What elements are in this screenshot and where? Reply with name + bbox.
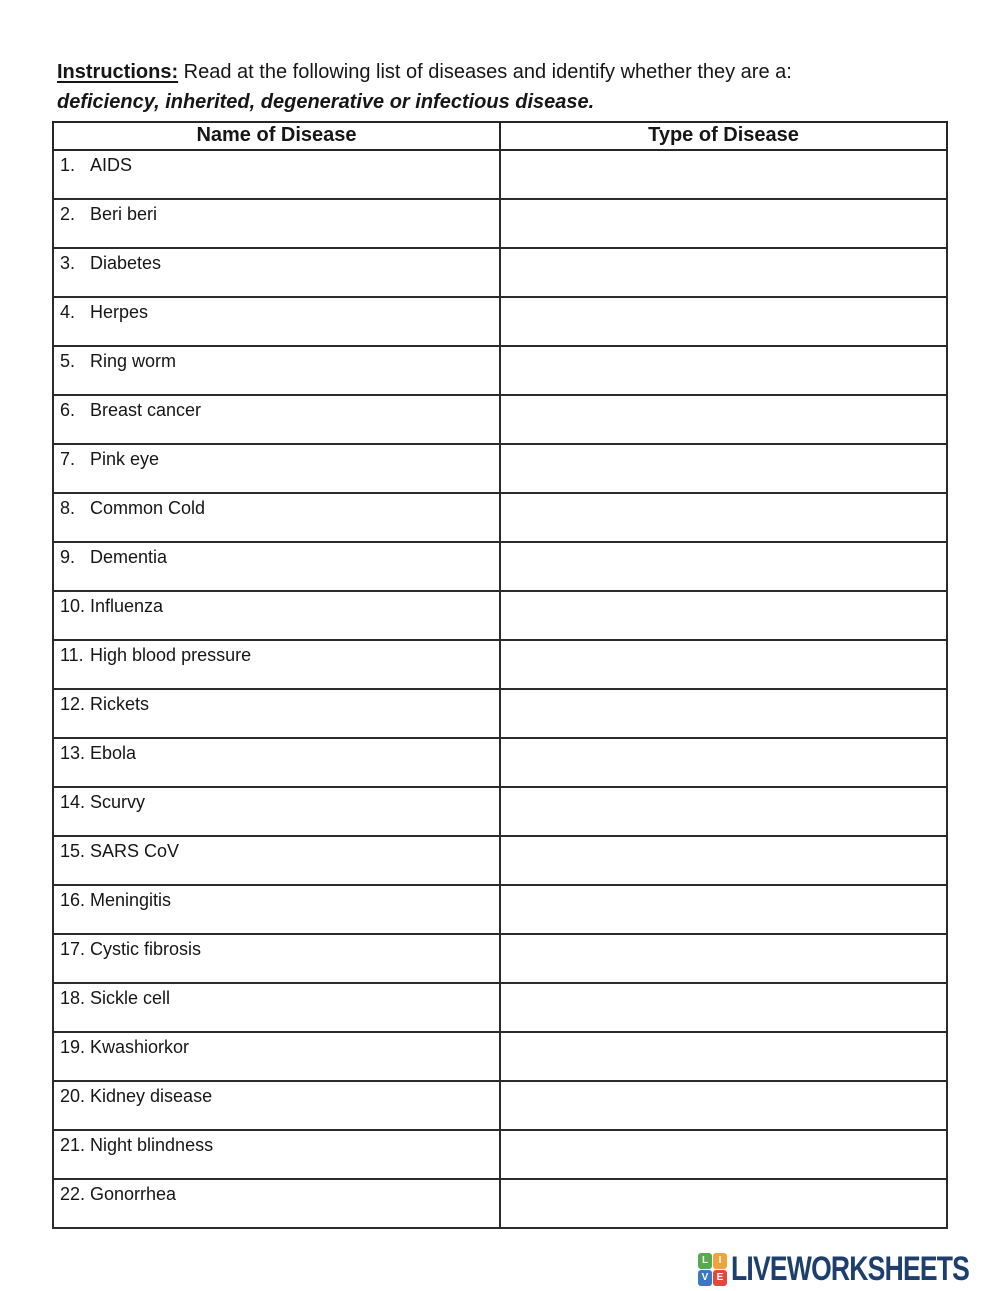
disease-name-cell [53,395,500,444]
disease-name-cell [53,689,500,738]
disease-table-header [53,122,947,150]
table-row [53,493,947,542]
disease-type-answer-cell[interactable] [500,395,947,444]
disease-name-cell [53,199,500,248]
disease-name: Cystic fibrosis [90,939,202,959]
logo-tile-letter: I [713,1253,727,1269]
disease-name: Beri beri [90,204,158,224]
row-number: 2. [60,204,76,224]
disease-name: Ebola [90,743,137,763]
disease-name: Gonorrhea [90,1184,177,1204]
row-number: 11. [60,645,84,665]
disease-name-cell [53,787,500,836]
disease-name-cell [53,1081,500,1130]
disease-name: Diabetes [90,253,162,273]
disease-type-answer-cell[interactable] [500,591,947,640]
disease-name-cell [53,444,500,493]
disease-name-cell [53,983,500,1032]
logo-tile-letter: L [698,1253,712,1269]
table-row [53,738,947,787]
row-number: 6. [60,400,76,420]
disease-name: Dementia [90,547,168,567]
disease-type-answer-cell[interactable] [500,738,947,787]
row-number: 15. [60,841,86,861]
disease-type-answer-cell[interactable] [500,1179,947,1228]
disease-name-cell [53,297,500,346]
disease-name: High blood pressure [90,645,252,665]
column-header-type: Type of Disease [500,122,947,150]
row-number: 20. [60,1086,86,1106]
liveworksheets-logo[interactable] [698,1250,1000,1289]
disease-name: Sickle cell [90,988,171,1008]
table-row [53,1179,947,1228]
row-number: 3. [60,253,76,273]
table-row [53,689,947,738]
disease-type-answer-cell[interactable] [500,1081,947,1130]
table-row [53,444,947,493]
disease-type-answer-cell[interactable] [500,640,947,689]
header-row [53,122,947,150]
disease-name: Meningitis [90,890,172,910]
disease-type-answer-cell[interactable] [500,885,947,934]
disease-name: Pink eye [90,449,160,469]
disease-name-cell [53,493,500,542]
disease-type-answer-cell[interactable] [500,542,947,591]
disease-type-answer-cell[interactable] [500,1130,947,1179]
instructions-emphasis: deficiency, inherited, degenerative or infectious disease. [57,91,595,113]
table-row [53,150,947,199]
row-number: 1. [60,155,76,175]
disease-type-answer-cell[interactable] [500,493,947,542]
disease-table-body [53,150,947,1228]
table-row [53,885,947,934]
row-number: 14. [60,792,86,812]
disease-type-answer-cell[interactable] [500,983,947,1032]
row-number: 18. [60,988,86,1008]
disease-name: Kwashiorkor [90,1037,190,1057]
disease-type-answer-cell[interactable] [500,346,947,395]
table-row [53,248,947,297]
disease-type-answer-cell[interactable] [500,934,947,983]
row-number: 16. [60,890,86,910]
disease-name-cell [53,836,500,885]
table-row [53,542,947,591]
table-row [53,836,947,885]
liveworksheets-logo-icon [698,1253,727,1286]
logo-tile-letter: V [698,1270,712,1286]
disease-name-cell [53,1179,500,1228]
disease-name: Breast cancer [90,400,202,420]
disease-name-cell [53,1032,500,1081]
disease-name: Influenza [90,596,164,616]
disease-name-cell [53,885,500,934]
row-number: 22. [60,1184,86,1204]
disease-type-answer-cell[interactable] [500,150,947,199]
column-header-name: Name of Disease [53,122,500,150]
disease-name-cell [53,346,500,395]
disease-type-answer-cell[interactable] [500,689,947,738]
instructions-label: Instructions: [57,61,179,83]
instructions-text: Read at the following list of diseases and identify whether they are a: [178,61,792,83]
table-row [53,640,947,689]
disease-name-cell [53,591,500,640]
table-row [53,199,947,248]
disease-name: AIDS [90,155,133,175]
table-row [53,1081,947,1130]
table-row [53,1130,947,1179]
instructions [57,57,952,117]
disease-name-cell [53,150,500,199]
table-row [53,1032,947,1081]
disease-table [52,121,948,1229]
disease-name: Rickets [90,694,150,714]
row-number: 19. [60,1037,86,1057]
liveworksheets-logo-text: LIVEWORKSHEETS [731,1250,970,1288]
disease-type-answer-cell[interactable] [500,836,947,885]
disease-name: Night blindness [90,1135,214,1155]
disease-type-answer-cell[interactable] [500,248,947,297]
disease-name-cell [53,640,500,689]
table-row [53,297,947,346]
row-number: 8. [60,498,76,518]
row-number: 4. [60,302,76,322]
disease-type-answer-cell[interactable] [500,787,947,836]
logo-tile-letter: E [713,1270,727,1286]
disease-name-cell [53,738,500,787]
disease-type-answer-cell[interactable] [500,1032,947,1081]
disease-type-answer-cell[interactable] [500,297,947,346]
disease-name: Herpes [90,302,149,322]
disease-name: Kidney disease [90,1086,213,1106]
disease-name-cell [53,1130,500,1179]
disease-name: Scurvy [90,792,146,812]
table-row [53,934,947,983]
row-number: 10. [60,596,86,616]
disease-name-cell [53,542,500,591]
table-row [53,591,947,640]
disease-name: SARS CoV [90,841,180,861]
table-row [53,395,947,444]
disease-name-cell [53,934,500,983]
table-row [53,346,947,395]
row-number: 9. [60,547,76,567]
row-number: 7. [60,449,76,469]
table-row [53,787,947,836]
disease-type-answer-cell[interactable] [500,199,947,248]
row-number: 13. [60,743,86,763]
disease-name-cell [53,248,500,297]
row-number: 5. [60,351,76,371]
row-number: 17. [60,939,86,959]
disease-type-answer-cell[interactable] [500,444,947,493]
row-number: 12. [60,694,86,714]
row-number: 21. [60,1135,86,1155]
disease-name: Common Cold [90,498,206,518]
table-row [53,983,947,1032]
disease-name: Ring worm [90,351,177,371]
